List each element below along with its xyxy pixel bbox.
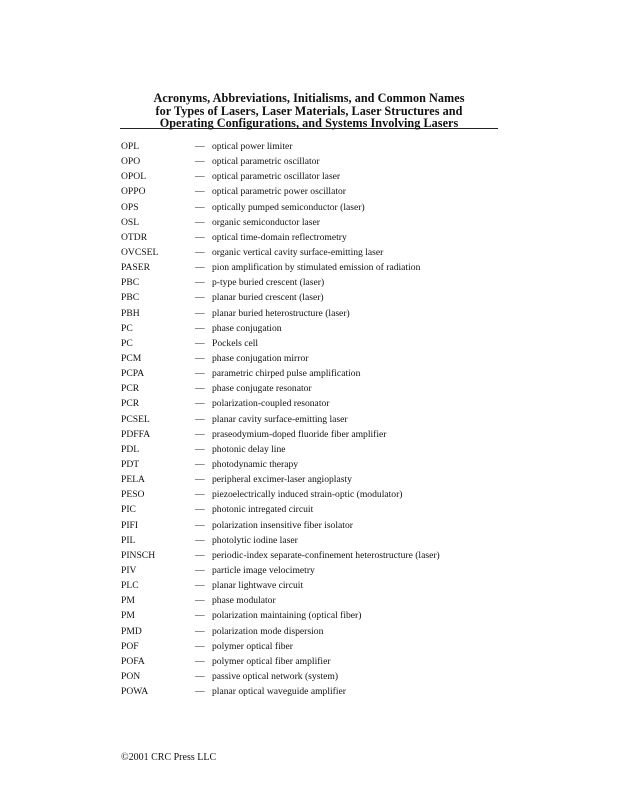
- list-item: [121, 624, 601, 639]
- acronym-term: PCPA: [121, 368, 145, 380]
- em-dash-separator: —: [195, 186, 205, 198]
- acronym-definition: polymer optical fiber amplifier: [212, 655, 331, 667]
- em-dash-separator: —: [195, 655, 205, 667]
- acronym-term: PLC: [121, 580, 139, 592]
- acronym-definition: phase modulator: [212, 595, 276, 607]
- list-item: [121, 366, 601, 381]
- em-dash-separator: —: [195, 504, 205, 516]
- acronym-term: PON: [121, 670, 141, 682]
- list-item: [121, 684, 601, 699]
- em-dash-separator: —: [195, 262, 205, 274]
- list-item: [121, 200, 601, 215]
- acronym-term: PCSEL: [121, 413, 150, 425]
- acronym-definition: polymer optical fiber: [212, 640, 293, 652]
- acronym-definition: peripheral excimer-laser angioplasty: [212, 474, 352, 486]
- list-item: [121, 472, 601, 487]
- acronym-definition: photonic intregated circuit: [212, 504, 314, 516]
- em-dash-separator: —: [195, 141, 205, 152]
- list-item: [121, 169, 601, 184]
- acronym-definition: p-type buried crescent (laser): [212, 277, 325, 289]
- list-item: [121, 321, 601, 336]
- acronym-term: OTDR: [121, 231, 148, 243]
- acronym-list: [121, 139, 601, 699]
- acronym-term: PDFFA: [121, 428, 151, 440]
- list-item: [121, 396, 601, 411]
- em-dash-separator: —: [195, 322, 205, 334]
- acronym-term: PC: [121, 322, 133, 334]
- em-dash-separator: —: [195, 231, 205, 243]
- acronym-term: PCR: [121, 398, 140, 410]
- em-dash-separator: —: [195, 534, 205, 546]
- list-item: [121, 457, 601, 472]
- acronym-term: PBC: [121, 277, 140, 289]
- list-item: [121, 154, 601, 169]
- acronym-term: PIV: [121, 564, 137, 576]
- em-dash-separator: —: [195, 640, 205, 652]
- list-item: [121, 381, 601, 396]
- acronym-definition: piezoelectrically induced strain-optic (modulator): [212, 489, 403, 501]
- acronym-definition: polarization mode dispersion: [212, 625, 324, 637]
- list-item: [121, 351, 601, 366]
- em-dash-separator: —: [195, 171, 205, 183]
- em-dash-separator: —: [195, 307, 205, 319]
- acronym-definition: periodic-index separate-confinement heterostructure (laser): [212, 549, 440, 561]
- em-dash-separator: —: [195, 413, 205, 425]
- acronym-term: OPOL: [121, 171, 147, 183]
- list-item: [121, 533, 601, 548]
- acronym-definition: planar buried crescent (laser): [212, 292, 324, 304]
- em-dash-separator: —: [195, 474, 205, 486]
- em-dash-separator: —: [195, 292, 205, 304]
- list-item: [121, 427, 601, 442]
- acronym-term: PDT: [121, 458, 140, 470]
- acronym-definition: optical power limiter: [212, 141, 293, 152]
- acronym-term: POFA: [121, 655, 145, 667]
- list-item: [121, 669, 601, 684]
- acronym-term: PASER: [121, 262, 150, 274]
- acronym-term: PBH: [121, 307, 140, 319]
- list-item: [121, 578, 601, 593]
- acronym-definition: planar lightwave circuit: [212, 580, 304, 592]
- list-item: [121, 518, 601, 533]
- acronym-definition: Pockels cell: [212, 337, 259, 349]
- acronym-definition: photolytic iodine laser: [212, 534, 298, 546]
- em-dash-separator: —: [195, 595, 205, 607]
- title-line-3: Operating Configurations, and Systems Involving Lasers: [159, 116, 459, 130]
- em-dash-separator: —: [195, 383, 205, 395]
- acronym-term: PESO: [121, 489, 145, 501]
- em-dash-separator: —: [195, 398, 205, 410]
- list-item: [121, 336, 601, 351]
- em-dash-separator: —: [195, 549, 205, 561]
- acronym-term: PIC: [121, 504, 136, 516]
- em-dash-separator: —: [195, 564, 205, 576]
- list-item: [121, 260, 601, 275]
- acronym-definition: phase conjugation: [212, 322, 282, 334]
- acronym-term: OPO: [121, 156, 141, 168]
- acronym-definition: particle image velocimetry: [212, 564, 315, 576]
- acronym-definition: organic vertical cavity surface-emitting laser: [212, 246, 384, 258]
- em-dash-separator: —: [195, 337, 205, 349]
- acronym-term: PMD: [121, 625, 142, 637]
- em-dash-separator: —: [195, 352, 205, 364]
- acronym-definition: optical parametric oscillator: [212, 156, 320, 168]
- acronym-term: OSL: [121, 216, 140, 228]
- acronym-definition: photodynamic therapy: [212, 458, 299, 470]
- em-dash-separator: —: [195, 610, 205, 622]
- em-dash-separator: —: [195, 428, 205, 440]
- title-line-2: for Types of Lasers, Laser Materials, Laser Structures and: [155, 103, 463, 118]
- acronym-definition: optical parametric oscillator laser: [212, 171, 341, 183]
- em-dash-separator: —: [195, 443, 205, 455]
- list-item: [121, 654, 601, 669]
- acronym-term: PINSCH: [121, 549, 156, 561]
- em-dash-separator: —: [195, 368, 205, 380]
- acronym-definition: organic semiconductor laser: [212, 216, 320, 228]
- acronym-term: PC: [121, 337, 133, 349]
- list-item: [121, 608, 601, 623]
- acronym-term: PDL: [121, 443, 140, 455]
- acronym-term: OPPO: [121, 186, 146, 198]
- list-item: [121, 184, 601, 199]
- acronym-definition: planar buried heterostructure (laser): [212, 307, 350, 319]
- em-dash-separator: —: [195, 580, 205, 592]
- acronym-term: PM: [121, 610, 135, 622]
- acronym-term: OVCSEL: [121, 246, 159, 258]
- em-dash-separator: —: [195, 216, 205, 228]
- acronym-term: OPL: [121, 141, 140, 152]
- acronym-definition: polarization insensitive fiber isolator: [212, 519, 353, 531]
- acronym-term: PIL: [121, 534, 136, 546]
- em-dash-separator: —: [195, 201, 205, 213]
- list-item: [121, 548, 601, 563]
- acronym-definition: phase conjugation mirror: [212, 352, 309, 364]
- em-dash-separator: —: [195, 686, 205, 698]
- page-title: [120, 92, 498, 130]
- acronym-definition: optically pumped semiconductor (laser): [212, 201, 365, 213]
- acronym-term: PBC: [121, 292, 140, 304]
- acronym-term: OPS: [121, 201, 139, 213]
- em-dash-separator: —: [195, 670, 205, 682]
- em-dash-separator: —: [195, 489, 205, 501]
- acronym-term: PELA: [121, 474, 145, 486]
- em-dash-separator: —: [195, 458, 205, 470]
- list-item: [121, 230, 601, 245]
- list-item: [121, 487, 601, 502]
- acronym-definition: polarization maintaining (optical fiber): [212, 610, 362, 622]
- list-item: [121, 139, 601, 154]
- acronym-definition: passive optical network (system): [212, 670, 339, 682]
- acronym-definition: polarization-coupled resonator: [212, 398, 330, 410]
- list-item: [121, 563, 601, 578]
- acronym-definition: photonic delay line: [212, 443, 286, 455]
- acronym-term: PM: [121, 595, 135, 607]
- list-item: [121, 412, 601, 427]
- acronym-definition: optical parametric power oscillator: [212, 186, 346, 198]
- list-item: [121, 639, 601, 654]
- list-item: [121, 593, 601, 608]
- title-line-1: Acronyms, Abbreviations, Initialisms, and Common Names: [153, 91, 465, 105]
- list-item: [121, 290, 601, 305]
- acronym-definition: planar optical waveguide amplifier: [212, 686, 346, 698]
- acronym-definition: parametric chirped pulse amplification: [212, 368, 361, 380]
- copyright-footer: ©2001 CRC Press LLC: [121, 752, 217, 763]
- acronym-term: POWA: [121, 686, 149, 698]
- acronym-term: PIFI: [121, 519, 139, 531]
- list-item: [121, 502, 601, 517]
- list-item: [121, 306, 601, 321]
- em-dash-separator: —: [195, 625, 205, 637]
- acronym-term: PCM: [121, 352, 142, 364]
- list-item: [121, 215, 601, 230]
- acronym-definition: pion amplification by stimulated emission of radiation: [212, 262, 421, 274]
- acronym-term: PCR: [121, 383, 140, 395]
- title-underline: [120, 128, 498, 129]
- em-dash-separator: —: [195, 246, 205, 258]
- acronym-definition: planar cavity surface-emitting laser: [212, 413, 348, 425]
- acronym-definition: phase conjugate resonator: [212, 383, 312, 395]
- em-dash-separator: —: [195, 277, 205, 289]
- em-dash-separator: —: [195, 519, 205, 531]
- acronym-term: POF: [121, 640, 139, 652]
- list-item: [121, 442, 601, 457]
- em-dash-separator: —: [195, 156, 205, 168]
- list-item: [121, 245, 601, 260]
- acronym-definition: praseodymium-doped fluoride fiber amplifier: [212, 428, 387, 440]
- list-item: [121, 275, 601, 290]
- acronym-definition: optical time-domain reflectrometry: [212, 231, 347, 243]
